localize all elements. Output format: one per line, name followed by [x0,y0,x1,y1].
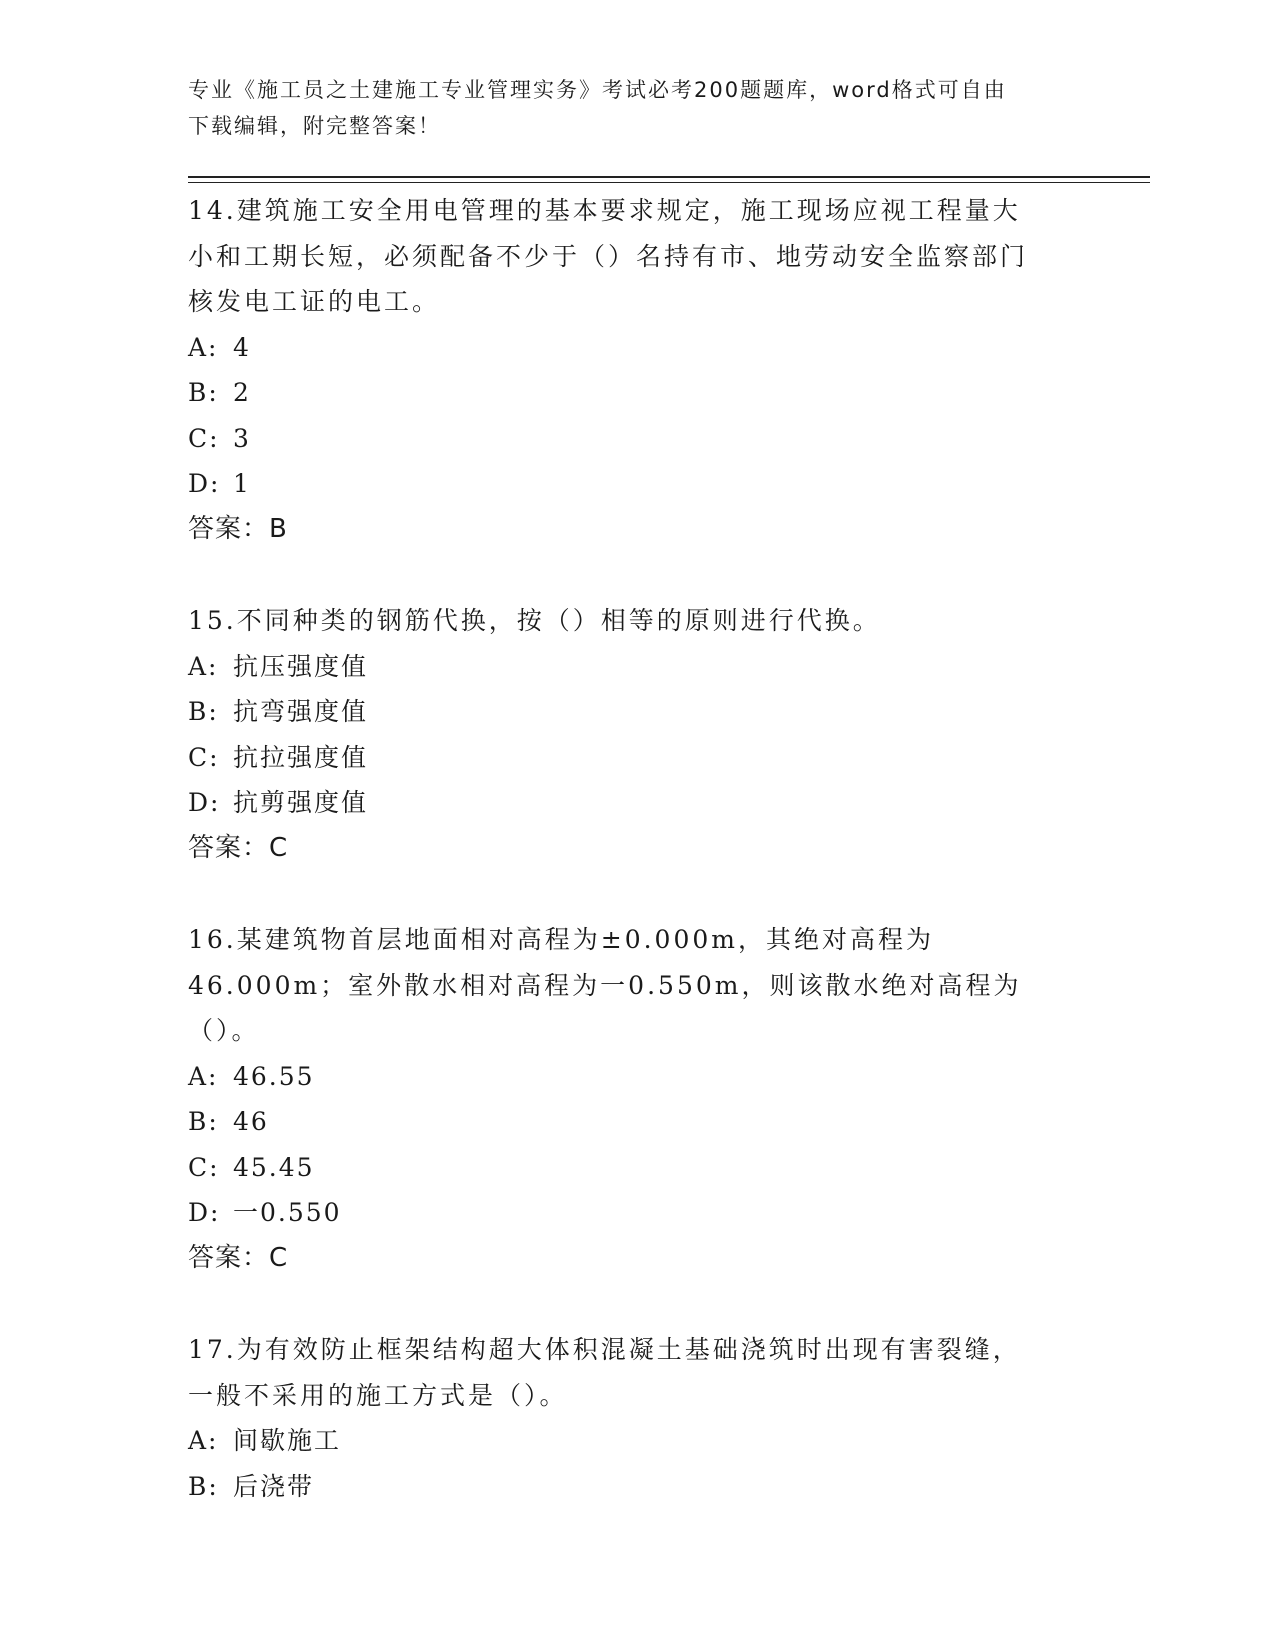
option-text: 46.55 [233,1061,315,1091]
option-letter: D: [188,1198,221,1227]
option-text: 抗剪强度值 [233,788,369,817]
option-letter: C: [188,423,220,453]
option-c [188,416,1088,462]
header-line-1: 专业《施工员之土建施工专业管理实务》考试必考200题题库，word格式可自由 [188,78,1007,102]
option-d [188,461,1088,507]
question-16 [188,917,1088,1281]
option-text: 抗拉强度值 [233,742,369,772]
option-text: 45.45 [233,1152,315,1182]
option-a [188,644,1088,690]
option-d [188,1190,1088,1236]
option-letter: B: [188,378,219,407]
option-letter: C: [188,1152,220,1182]
option-letter: D: [188,469,221,498]
option-a [188,325,1088,371]
option-a [188,1418,1088,1464]
header-divider-thick [188,176,1150,178]
option-b [188,1099,1088,1145]
option-text: 间歇施工 [233,1426,342,1455]
option-letter: B: [188,697,219,726]
option-letter: B: [188,1107,219,1136]
option-text: 3 [233,423,251,453]
option-d [188,780,1088,826]
document-header [188,72,1088,144]
option-letter: A: [188,651,219,681]
option-letter: A: [188,332,219,362]
question-15 [188,598,1088,871]
question-text: 14.建筑施工安全用电管理的基本要求规定，施工现场应视工程量大小和工期长短，必须配备不少于（）名持有市、地劳动安全监察部门核发电工证的电工。 [188,196,1029,316]
option-letter: A: [188,1061,219,1091]
answer: 答案：B [188,513,288,544]
option-letter: C: [188,742,220,772]
answer: 答案：C [188,832,289,863]
option-text: 46 [233,1107,269,1136]
question-list [188,188,1088,1555]
option-text: 4 [233,332,251,362]
option-text: 一0.550 [233,1198,342,1227]
option-a [188,1054,1088,1100]
option-text: 抗弯强度值 [233,697,369,726]
question-text: 15.不同种类的钢筋代换，按（）相等的原则进行代换。 [188,606,881,635]
question-text: 17.为有效防止框架结构超大体积混凝土基础浇筑时出现有害裂缝，一般不采用的施工方式是（）。 [188,1335,1021,1410]
header-line-2: 下载编辑，附完整答案！ [188,114,441,138]
option-b [188,1464,1088,1510]
option-letter: D: [188,788,221,817]
option-letter: B: [188,1471,219,1501]
option-text: 2 [233,378,251,407]
option-b [188,689,1088,735]
option-text: 抗压强度值 [233,651,369,681]
option-c [188,735,1088,781]
option-c [188,1145,1088,1191]
option-text: 1 [233,469,251,498]
question-text: 16.某建筑物首层地面相对高程为±0.000m，其绝对高程为46.000m；室外散水相对高程为一0.550m，则该散水绝对高程为（）。 [188,925,1022,1045]
option-letter: A: [188,1426,219,1455]
question-14 [188,188,1088,552]
question-17 [188,1327,1088,1509]
answer: 答案：C [188,1242,289,1273]
option-b [188,370,1088,416]
header-divider-thin [188,182,1150,183]
option-text: 后浇带 [233,1471,315,1501]
